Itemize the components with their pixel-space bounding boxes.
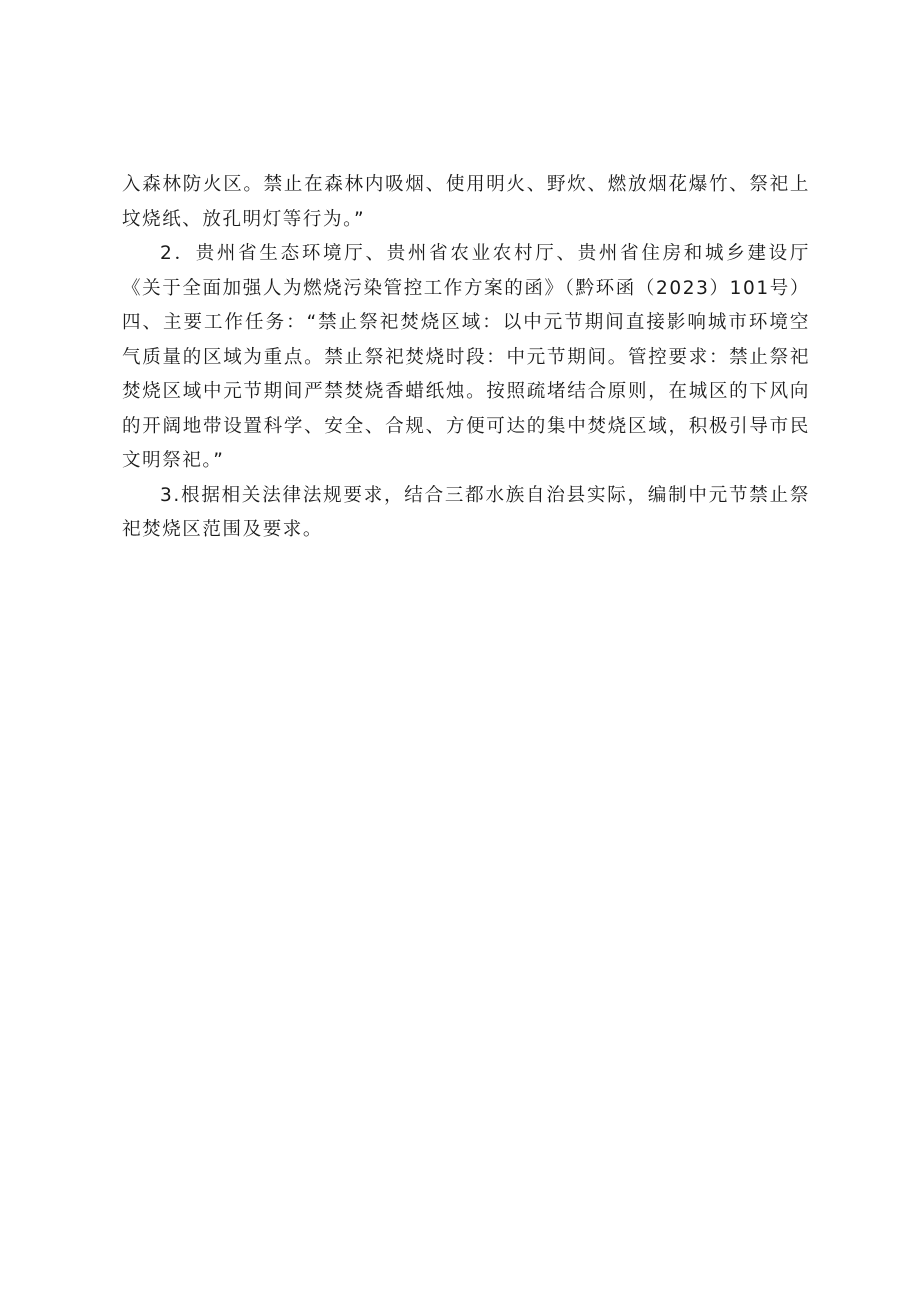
document-body — [122, 168, 810, 548]
paragraph-continued: 入森林防火区。禁止在森林内吸烟、使用明火、野炊、燃放烟花爆竹、祭祀上坟烧纸、放孔明灯等行为。” — [122, 174, 810, 230]
paragraph-item-3: 3.根据相关法律法规要求，结合三都水族自治县实际，编制中元节禁止祭祀焚烧区范围及要求。 — [122, 484, 810, 540]
paragraph-item-2: 2．贵州省生态环境厅、贵州省农业农村厅、贵州省住房和城乡建设厅《关于全面加强人为燃烧污染管控工作方案的函》（黔环函（2023）101号）四、主要工作任务：“禁止祭祀焚烧区域：以中元节期间直接影响城市环境空气质量的区域为重点。禁止祭祀焚烧时段：中元节期间。管控要求：禁止祭祀焚烧区域中元节期间严禁焚烧香蜡纸烛。按照疏堵结合原则，在城区的下风向的开阔地带设置科学、安全、合规、方便可达的集中焚烧区域，积极引导市民文明祭祀。” — [122, 243, 810, 471]
